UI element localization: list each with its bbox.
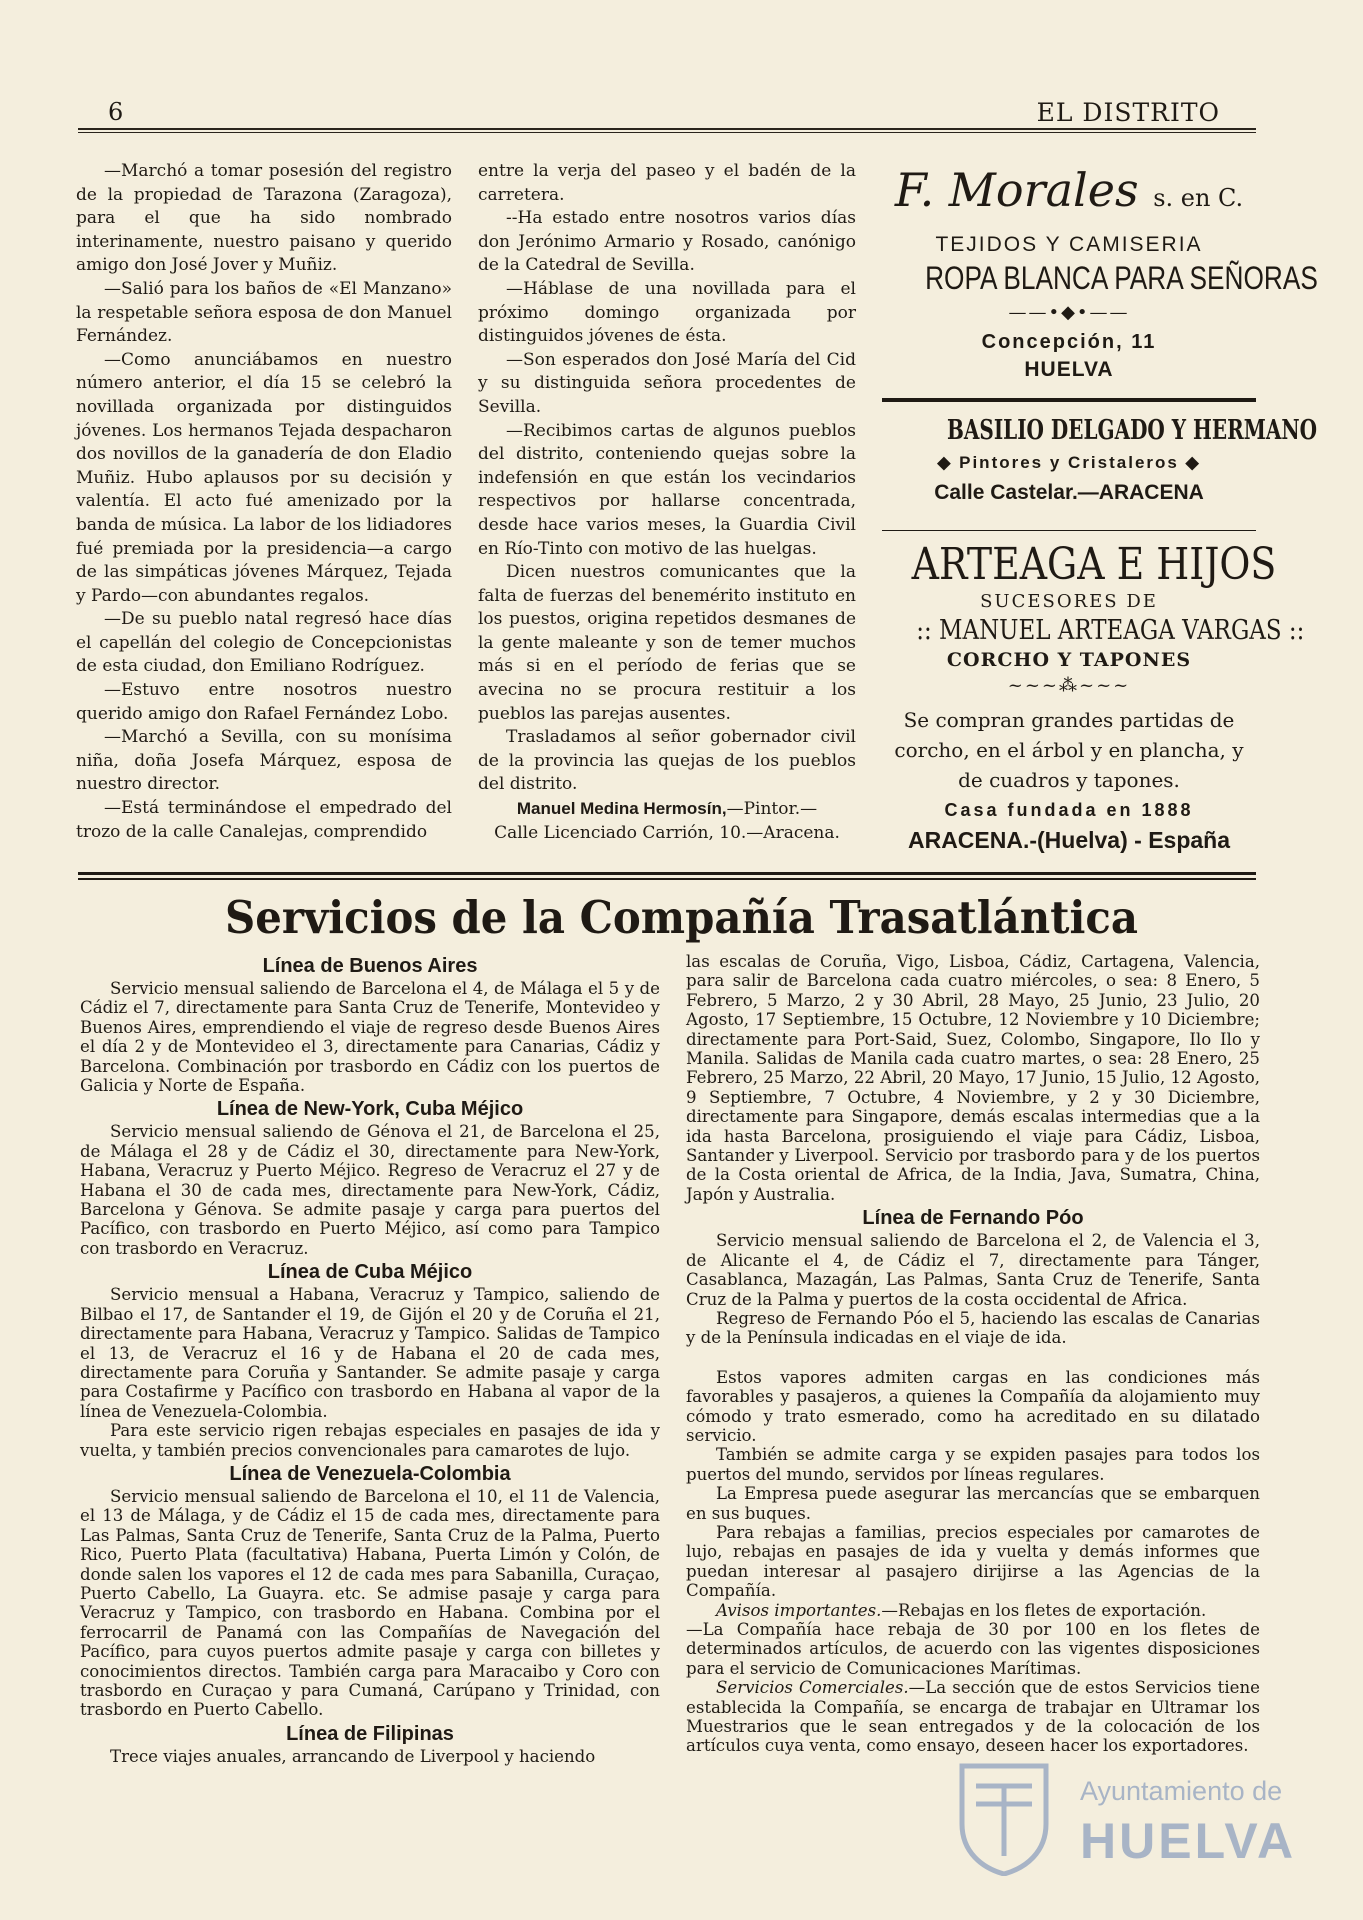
- news-paragraph: —Como anunciábamos en nuestro número anterior, el día 15 se celebró la novillada organizada por distinguidos jóvenes. Los hermanos Tejada despacharon dos novillos de la ganadería de don Eladio Muñiz. Hubo aplausos por su decisión y valentía. El acto fué amenizado por la banda de música. La labor de los lidiadores fué premiada por la presidencia—a cargo de las simpáticas jóvenes Márquez, Tejada y Pardo—con abundantes regalos.: [76, 349, 452, 606]
- ad-arteaga: [882, 531, 1305, 857]
- ad-basilio-address: Calle Castelar.—ARACENA: [934, 481, 1204, 504]
- line-heading: Línea de Venezuela-Colombia: [229, 1462, 511, 1485]
- ornament-divider: ——•◆•——: [1008, 302, 1130, 323]
- service-paragraph: [686, 1678, 1260, 1756]
- news-paragraph: —Salió para los baños de «El Manzano» la respetable señora esposa de don Manuel Fernández.: [76, 278, 452, 347]
- newspaper-title: EL DISTRITO: [1036, 98, 1220, 127]
- ad-morales-line2: ROPA BLANCA PARA SEÑORAS: [925, 260, 1318, 296]
- signature-line2: Calle Licenciado Carrión, 10.—Aracena.: [494, 822, 840, 843]
- line-heading: Línea de New-York, Cuba Méjico: [216, 1098, 524, 1121]
- service-paragraph: Servicio mensual saliendo de Barcelona el 2, de Valencia el 3, de Alicante el 4, de Cádiz el 7, directamente para Tánger, Casablanca, Mazagán, Las Palmas, Santa Cruz de Tenerife, Santa Cruz de la Palma y puertos de la costa occidental de Africa.: [686, 1231, 1260, 1309]
- ad-arteaga-successors: SUCESORES DE: [980, 591, 1158, 612]
- ad-morales-line2-wrap: [882, 260, 1318, 296]
- news-paragraph: —Háblase de una novillada para el próximo domingo organizada por distinguidos jóvenes de ésta.: [478, 278, 856, 347]
- service-paragraph: [686, 1601, 1260, 1620]
- service-paragraph: Trece viajes anuales, arrancando de Liverpool y haciendo: [110, 1746, 596, 1766]
- service-paragraph: Para este servicio rigen rebajas especiales en pasajes de ida y vuelta, y también precios convencionales para camarotes de lujo.: [80, 1421, 660, 1460]
- news-paragraph: entre la verja del paseo y el badén de la carretera.: [478, 161, 856, 205]
- news-paragraph: —Son esperados don José María del Cid y su distinguida señora procedentes de Sevilla.: [478, 349, 856, 417]
- ad-arteaga-founder: :: MANUEL ARTEAGA VARGAS ::: [916, 615, 1305, 646]
- ornament-divider: ~~~⁂~~~: [1007, 675, 1131, 696]
- news-column-2: [478, 160, 856, 845]
- ad-morales-city: HUELVA: [1024, 358, 1114, 381]
- service-paragraph: Servicio mensual saliendo de Barcelona el 4, de Málaga el 5 y de Cádiz el 7, directamente para Santa Cruz de Tenerife, Montevideo y Buenos Aires, emprendiendo el viaje de regreso desde Buenos Aires el día 2 y de Montevideo el 3, directamente para Canarias, Cádiz y Barcelona. Combinación por trasbordo en Cádiz con los puertos de Galicia y Norte de España.: [80, 979, 660, 1096]
- news-paragraph: —Marchó a Sevilla, con su monísima niña, doña Josefa Márquez, esposa de nuestro director.: [76, 727, 452, 795]
- signature-name: Manuel Medina Hermosín,: [516, 799, 727, 819]
- service-paragraph: La Empresa puede asegurar las mercancías que se embarquen en sus buques.: [686, 1484, 1260, 1523]
- ad-arteaga-name-wrap: [882, 539, 1277, 590]
- ad-arteaga-products: CORCHO Y TAPONES: [946, 649, 1192, 671]
- page-number: 6: [108, 98, 124, 126]
- ad-arteaga-location: ARACENA.-(Huelva) - España: [907, 827, 1231, 853]
- service-paragraph: Servicio mensual saliendo de Génova el 21, de Barcelona el 25, de Málaga el 28 y de Cádiz el 30, directamente para New-York, Habana, Veracruz y Puerto Méjico. Regreso de Veracruz el 27 y de Habana el 30 de cada mes, directamente para New-York, Cádiz, Barcelona y Génova. Se admite pasaje y carga para puertos del Pacífico, con trasbordo en Puerto Méjico, así como para Tampico con trasbordo en Veracruz.: [80, 1122, 660, 1258]
- trasatlantica-column-2: [686, 952, 1260, 1756]
- section-rule-thin: [78, 878, 1256, 880]
- ad-basilio: [882, 402, 1317, 526]
- ad-arteaga-founded: Casa fundada en 1888: [944, 800, 1194, 820]
- line-heading: Línea de Fernando Póo: [862, 1207, 1084, 1230]
- ad-basilio-name: BASILIO DELGADO Y HERMANO: [947, 415, 1317, 446]
- service-paragraph: Servicio mensual a Habana, Veracruz y Tampico, saliendo de Bilbao el 17, de Santander el 19, de Gijón el 20 y de Coruña el 21, directamente para Habana, Veracruz y Tampico. Salidas de Tampico el 13, de Veracruz el 16 y de Habana el 20 de cada mes, directamente para Coruña y Santander. Se admite pasaje y carga para Costafirme y Pacífico con trasbordo en Habana al vapor de la línea de Venezuela-Colombia.: [80, 1285, 660, 1421]
- ad-basilio-trade: ◆ Pintores y Cristaleros ◆: [937, 453, 1201, 472]
- section-title: Servicios de la Compañía Trasatlántica: [224, 891, 1139, 944]
- header-rule: [78, 128, 1256, 130]
- news-paragraph: —Recibimos cartas de algunos pueblos del distrito, conteniendo quejas sobre la indefensión en que están los vecindarios respectivos por hallarse concentrada, desde hace varios meses, la Guardia Civil en Río-Tinto con motivo de las huelgas.: [478, 420, 856, 559]
- header-rule-thin: [78, 132, 1256, 133]
- news-paragraph: --Ha estado entre nosotros varios días don Jerónimo Armario y Rosado, canónigo de la Catedral de Sevilla.: [478, 208, 856, 276]
- watermark-line2: HUELVA: [1080, 1813, 1297, 1869]
- news-paragraph: Dicen nuestros comunicantes que la falta de fuerzas del benemérito instituto en los puestos, origina repetidos desmanes de la gente maleante y son de temer muchos más si en el período de ferias que se avecina no se procura restituir a los pueblos las parejas ausentes.: [478, 562, 856, 724]
- paragraph-lead: Servicios Comerciales.: [716, 1678, 909, 1698]
- service-paragraph: Regreso de Fernando Póo el 5, haciendo las escalas de Canarias y de la Península indicadas en el viaje de ida.: [686, 1308, 1260, 1348]
- news-paragraph: —Marchó a tomar posesión del registro de la propiedad de Tarazona (Zaragoza), para el que ha sido nombrado interinamente, nuestro paisano y querido amigo don José Jover y Muñiz.: [76, 161, 452, 276]
- paragraph-text: —Rebajas en los fletes de exportación.: [881, 1600, 1207, 1620]
- service-paragraph: —La Compañía hace rebaja de 30 por 100 en los fletes de determinados artículos, de acuerdo con las vigentes disposiciones para el servicio de Comunicaciones Marítimas.: [686, 1620, 1260, 1678]
- section-rule: [78, 872, 1256, 875]
- service-paragraph: las escalas de Coruña, Vigo, Lisboa, Cádiz, Cartagena, Valencia, para salir de Barcelona cada cuatro miércoles, o sea: 8 Enero, 5 Febrero, 5 Marzo, 2 y 30 Abril, 28 Mayo, 25 Junio, 23 Julio, 20 Agosto, 17 Septiembre, 15 Octubre, 12 Noviembre y 10 Diciembre; directamente para Port-Said, Suez, Colombo, Singapore, Ilo Ilo y Manila. Salidas de Manila cada cuatro martes, o sea: 28 Enero, 25 Febrero, 25 Marzo, 22 Abril, 20 Mayo, 17 Junio, 15 Julio, 12 Agosto, 9 Septiembre, 7 Octubre, 4 Noviembre, y 2 y 30 Diciembre, directamente para Singapore, demás escalas intermedias que a la ida hasta Barcelona, prosiguiendo el viaje para Cádiz, Lisboa, Santander y Liverpool. Servicio por trasbordo para y de los puertos de la Costa oriental de Africa, de la India, Java, Sumatra, China, Japón y Australia.: [686, 952, 1260, 1204]
- line-heading: Línea de Cuba Méjico: [267, 1261, 473, 1284]
- ad-arteaga-name: ARTEAGA E HIJOS: [911, 539, 1277, 590]
- ad-morales-line1: TEJIDOS Y CAMISERIA: [935, 233, 1203, 256]
- news-paragraph: —Está terminándose el empedrado del trozo de la calle Canalejas, comprendido: [76, 798, 452, 842]
- line-heading: Línea de Filipinas: [286, 1722, 454, 1745]
- trasatlantica-column-1: [80, 952, 660, 1766]
- archive-watermark: [956, 1760, 1297, 1880]
- spacer: [686, 1348, 1260, 1368]
- page-header: [78, 96, 1256, 132]
- news-column-1: [76, 160, 452, 844]
- ad-basilio-name-wrap: [882, 414, 1317, 450]
- paragraph-lead: Avisos importantes.: [716, 1600, 882, 1620]
- ad-morales-address: Concepción, 11: [981, 331, 1157, 353]
- ad-arteaga-founder-wrap: [882, 615, 1305, 647]
- service-paragraph: Estos vapores admiten cargas en las condiciones más favorables y pasajeros, a quienes la Compañía da alojamiento muy cómodo y trato esmerado, como ha acreditado en su dilatado servicio.: [686, 1367, 1260, 1445]
- watermark-line1: Ayuntamiento de: [1080, 1776, 1283, 1806]
- service-paragraph: También se admite carga y se expiden pasajes para todos los puertos del mundo, servidos por líneas regulares.: [686, 1445, 1260, 1484]
- service-paragraph: Para rebajas a familias, precios especiales por camarotes de lujo, rebajas en pasajes de ida y vuelta y demás informes que puedan interesar al pasajero dirijirse a las Agencias de la Compañía.: [686, 1522, 1260, 1601]
- news-paragraph: —Estuvo entre nosotros nuestro querido amigo don Rafael Fernández Lobo.: [76, 680, 452, 724]
- line-heading: Línea de Buenos Aires: [262, 955, 478, 977]
- ad-arteaga-text: Se compran grandes partidas de corcho, en el árbol y en plancha, y de cuadros y tapones.: [894, 708, 1244, 792]
- ads-column: [882, 160, 1318, 857]
- news-paragraph: —De su pueblo natal regresó hace días el capellán del colegio de Concepcionistas de esta ciudad, don Emiliano Rodríguez.: [76, 609, 452, 677]
- signature: [478, 797, 856, 845]
- city-shield-icon: [956, 1760, 1052, 1876]
- signature-line1: —Pintor.—: [726, 799, 818, 820]
- paragraph-text: —La sección que de estos Servicios tiene establecida la Compañía, se encarga de trabajar en Ultramar los Muestrarios que le sean entregados y de la colocación de los artículos cuya venta, como ensayo, deseen hacer los exportadores.: [686, 1678, 1260, 1756]
- service-paragraph: Servicio mensual saliendo de Barcelona el 10, el 11 de Valencia, el 13 de Málaga, y de Cádiz el 15 de cada mes, directamente para Las Palmas, Santa Cruz de Tenerife, Santa Cruz de la Palma, Puerto Rico, Puerto Plata (facultativa) Habana, Puerta Limón y Colón, de donde salen los vapores el 12 de cada mes para Sabanilla, Curaçao, Puerto Cabello, La Guayra. etc. Se admise pasaje y carga para Veracruz y Tampico, con trasbordo en Habana. Combina por el ferrocarril de Panamá con las Compañías de Navegación del Pacífico, para cuyos puertos admite pasaje y carga con billetes y conocimientos directos. También carga para Maracaibo y Coro con trasbordo en Curaçao y para Cumaná, Carúpano y Trinidad, con trasbordo en Puerto Cabello.: [80, 1486, 660, 1720]
- ad-morales-name: F. Morales s. en C.: [894, 163, 1244, 217]
- ad-morales: [882, 163, 1318, 388]
- news-paragraph: Trasladamos al señor gobernador civil de la provincia las quejas de los pueblos del distrito.: [478, 727, 856, 795]
